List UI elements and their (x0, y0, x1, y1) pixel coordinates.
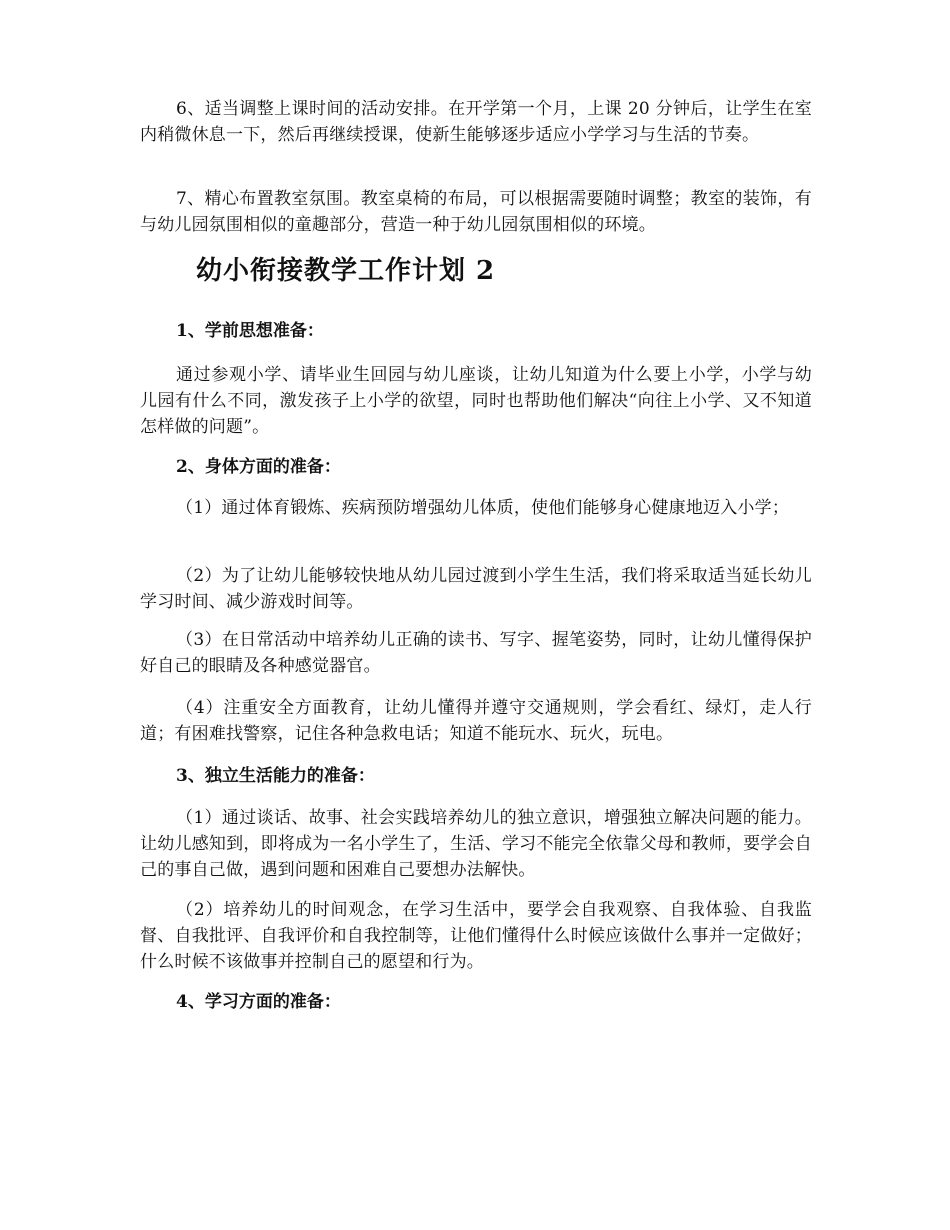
paragraph-thought-preparation: 通过参观小学、请毕业生回园与幼儿座谈，让幼儿知道为什么要上小学，小学与幼儿园有什么不同，激发孩子上小学的欲望，同时也帮助他们解决“向往上小学、又不知道怎样做的问题”。 (140, 365, 812, 437)
heading-study-preparation: 4、学习方面的准备： (176, 992, 341, 1012)
section-title: 幼小衔接教学工作计划 2 (196, 256, 496, 286)
heading-independence-preparation: 3、独立生活能力的准备： (176, 766, 375, 786)
paragraph-body-1: （1）通过体育锻炼、疾病预防增强幼儿体质，使他们能够身心健康地迈入小学； (176, 498, 790, 518)
paragraph-body-2: （2）为了让幼儿能够较快地从幼儿园过渡到小学生生活，我们将采取适当延长幼儿学习时间、减少游戏时间等。 (140, 566, 812, 612)
paragraph-item-7: 7、精心布置教室氛围。教室桌椅的布局，可以根据需要随时调整；教室的装饰，有与幼儿园氛围相似的童趣部分，营造一种于幼儿园氛围相似的环境。 (140, 189, 812, 235)
paragraph-item-6: 6、适当调整上课时间的活动安排。在开学第一个月，上课 20 分钟后，让学生在室内稍微休息一下，然后再继续授课，使新生能够逐步适应小学学习与生活的节奏。 (140, 99, 812, 145)
paragraph-independence-2: （2）培养幼儿的时间观念，在学习生活中，要学会自我观察、自我体验、自我监督、自我批评、自我评价和自我控制等，让他们懂得什么时候应该做什么事并一定做好；什么时候不该做事并控制自己的愿望和行为。 (140, 900, 812, 972)
paragraph-independence-1: （1）通过谈话、故事、社会实践培养幼儿的独立意识，增强独立解决问题的能力。让幼儿感知到，即将成为一名小学生了，生活、学习不能完全依靠父母和教师，要学会自己的事自己做，遇到问题和困难自己要想办法解快。 (140, 808, 812, 880)
paragraph-body-3: （3）在日常活动中培养幼儿正确的读书、写字、握笔姿势，同时，让幼儿懂得保护好自己的眼睛及各种感觉器官。 (140, 630, 812, 676)
heading-body-preparation: 2、身体方面的准备： (176, 457, 341, 477)
paragraph-body-4: （4）注重安全方面教育，让幼儿懂得并遵守交通规则，学会看红、绿灯，走人行道；有困难找警察，记住各种急救电话；知道不能玩水、玩火，玩电。 (140, 698, 812, 744)
heading-thought-preparation: 1、学前思想准备： (176, 321, 324, 341)
